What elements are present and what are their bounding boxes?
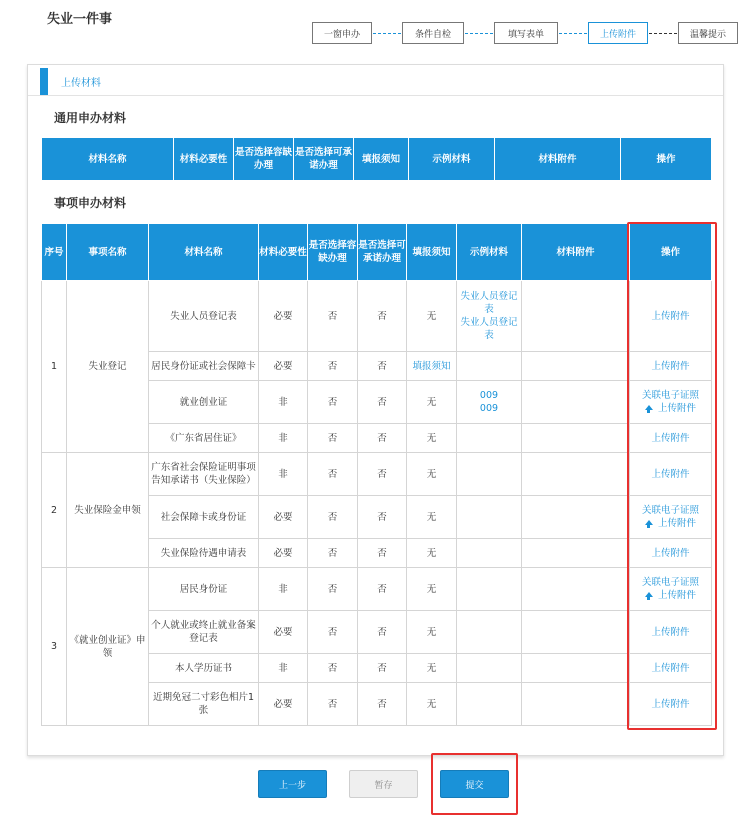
table-row xyxy=(42,568,712,611)
attachment-cell xyxy=(522,424,630,453)
notice-text: 无 xyxy=(426,432,437,444)
step-5: 温馨提示 xyxy=(678,22,738,44)
link-e-license-button[interactable] xyxy=(630,389,711,402)
prev-step-button[interactable]: 上一步 xyxy=(258,770,327,798)
step-2: 条件自检 xyxy=(402,22,464,44)
general-header-5: 示例材料 xyxy=(409,138,495,181)
material-name: 广东省社会保险证明事项告知承诺书（失业保险） xyxy=(149,453,259,496)
rongque-option: 否 xyxy=(308,683,358,726)
operation-cell xyxy=(630,352,712,381)
operation-label: 关联电子证照 xyxy=(641,390,699,401)
rongque-option: 否 xyxy=(308,352,358,381)
page-title: 失业一件事 xyxy=(47,12,113,27)
matter-number: 3 xyxy=(42,568,67,726)
operation-label: 上传附件 xyxy=(651,468,690,480)
operation-label: 上传附件 xyxy=(651,547,690,559)
operation-cell xyxy=(630,539,712,568)
sample-cell xyxy=(457,496,522,539)
chengnuo-option: 否 xyxy=(358,568,407,611)
matter-materials-table xyxy=(41,223,712,726)
upload-attachment-button[interactable] xyxy=(630,432,711,445)
matter-header-2: 材料名称 xyxy=(149,224,259,281)
sample-cell xyxy=(457,281,522,352)
operation-label: 上传附件 xyxy=(651,432,690,444)
matter-header-0: 序号 xyxy=(42,224,67,281)
notice-text: 无 xyxy=(426,396,437,408)
sample-material-link[interactable]: 009 xyxy=(479,390,499,401)
matter-name: 失业保险金申领 xyxy=(67,453,149,568)
material-necessity: 必要 xyxy=(259,352,308,381)
rongque-option: 否 xyxy=(308,654,358,683)
notice-cell xyxy=(407,453,457,496)
operation-cell xyxy=(630,453,712,496)
material-necessity: 必要 xyxy=(259,539,308,568)
upload-arrow-icon xyxy=(645,592,653,597)
material-necessity: 必要 xyxy=(259,683,308,726)
sample-cell xyxy=(457,352,522,381)
general-header-6: 材料附件 xyxy=(495,138,621,181)
upload-arrow-icon xyxy=(645,520,653,525)
notice-text: 无 xyxy=(426,583,437,595)
notice-text: 无 xyxy=(426,698,437,710)
operation-cell xyxy=(630,683,712,726)
matter-number: 2 xyxy=(42,453,67,568)
chengnuo-option: 否 xyxy=(358,683,407,726)
operation-label: 上传附件 xyxy=(651,626,690,638)
material-name: 社会保障卡或身份证 xyxy=(149,496,259,539)
upload-attachment-button[interactable] xyxy=(630,547,711,560)
material-necessity: 非 xyxy=(259,381,308,424)
attachment-cell xyxy=(522,281,630,352)
material-name: 居民身份证或社会保障卡 xyxy=(149,352,259,381)
general-header-1: 材料必要性 xyxy=(174,138,234,181)
operation-label: 上传附件 xyxy=(651,662,690,674)
material-name: 本人学历证书 xyxy=(149,654,259,683)
notice-link[interactable]: 填报须知 xyxy=(412,360,451,372)
chengnuo-option: 否 xyxy=(358,352,407,381)
chengnuo-option: 否 xyxy=(358,281,407,352)
upload-attachment-button[interactable] xyxy=(630,517,711,530)
material-name: 就业创业证 xyxy=(149,381,259,424)
matter-header-4: 是否选择容缺办理 xyxy=(308,224,358,281)
matter-name: 《就业创业证》申领 xyxy=(67,568,149,726)
upload-arrow-icon xyxy=(645,405,653,410)
matter-header-3: 材料必要性 xyxy=(259,224,308,281)
material-name: 个人就业或终止就业备案登记表 xyxy=(149,611,259,654)
operation-cell xyxy=(630,381,712,424)
operation-label: 上传附件 xyxy=(657,518,696,529)
upload-attachment-button[interactable] xyxy=(630,662,711,675)
material-necessity: 非 xyxy=(259,568,308,611)
attachment-cell xyxy=(522,496,630,539)
material-necessity: 非 xyxy=(259,424,308,453)
rongque-option: 否 xyxy=(308,568,358,611)
material-name: 近期免冠二寸彩色相片1张 xyxy=(149,683,259,726)
operation-label: 关联电子证照 xyxy=(641,505,699,516)
matter-header-9: 操作 xyxy=(630,224,712,281)
sample-material-link[interactable]: 失业人员登记表 xyxy=(460,317,518,341)
operation-cell xyxy=(630,496,712,539)
sample-material-link[interactable]: 009 xyxy=(479,403,499,414)
upload-materials-panel xyxy=(27,64,724,756)
notice-cell xyxy=(407,424,457,453)
matter-header-1: 事项名称 xyxy=(67,224,149,281)
notice-cell xyxy=(407,352,457,381)
sample-cell xyxy=(457,539,522,568)
notice-cell xyxy=(407,539,457,568)
material-necessity: 必要 xyxy=(259,281,308,352)
rongque-option: 否 xyxy=(308,611,358,654)
operation-cell xyxy=(630,654,712,683)
rongque-option: 否 xyxy=(308,453,358,496)
general-section-title: 通用申办材料 xyxy=(54,111,127,125)
operation-cell xyxy=(630,281,712,352)
material-name: 失业保险待遇申请表 xyxy=(149,539,259,568)
attachment-cell xyxy=(522,654,630,683)
attachment-cell xyxy=(522,683,630,726)
notice-text: 无 xyxy=(426,511,437,523)
chengnuo-option: 否 xyxy=(358,381,407,424)
notice-cell xyxy=(407,281,457,352)
upload-attachment-button[interactable] xyxy=(630,468,711,481)
material-necessity: 必要 xyxy=(259,611,308,654)
sample-cell xyxy=(457,381,522,424)
matter-header-8: 材料附件 xyxy=(522,224,630,281)
operation-label: 上传附件 xyxy=(651,360,690,372)
rongque-option: 否 xyxy=(308,281,358,352)
notice-cell xyxy=(407,611,457,654)
attachment-cell xyxy=(522,611,630,654)
material-name: 失业人员登记表 xyxy=(149,281,259,352)
chengnuo-option: 否 xyxy=(358,496,407,539)
upload-attachment-button[interactable] xyxy=(630,402,711,415)
upload-attachment-button[interactable] xyxy=(630,589,711,602)
save-draft-button[interactable]: 暂存 xyxy=(349,770,418,798)
table-row xyxy=(42,453,712,496)
notice-cell xyxy=(407,496,457,539)
sample-cell xyxy=(457,654,522,683)
matter-header-7: 示例材料 xyxy=(457,224,522,281)
step-3: 填写表单 xyxy=(494,22,558,44)
panel-header-accent xyxy=(40,68,48,95)
attachment-cell xyxy=(522,352,630,381)
panel-header xyxy=(28,65,723,96)
material-necessity: 非 xyxy=(259,453,308,496)
attachment-cell xyxy=(522,568,630,611)
matters-section-title: 事项申办材料 xyxy=(54,196,127,210)
sample-cell xyxy=(457,611,522,654)
matter-number: 1 xyxy=(42,281,67,453)
chengnuo-option: 否 xyxy=(358,539,407,568)
sample-cell xyxy=(457,424,522,453)
chengnuo-option: 否 xyxy=(358,424,407,453)
attachment-cell xyxy=(522,381,630,424)
submit-button[interactable]: 提交 xyxy=(440,770,509,798)
matter-header-6: 填报须知 xyxy=(407,224,457,281)
notice-cell xyxy=(407,568,457,611)
material-name: 《广东省居住证》 xyxy=(149,424,259,453)
sample-cell xyxy=(457,568,522,611)
notice-text: 无 xyxy=(426,626,437,638)
step-1: 一窗申办 xyxy=(312,22,372,44)
sample-cell xyxy=(457,683,522,726)
operation-label: 上传附件 xyxy=(657,590,696,601)
upload-attachment-button[interactable] xyxy=(630,698,711,711)
step-4-current: 上传附件 xyxy=(588,22,648,44)
upload-attachment-button[interactable] xyxy=(630,626,711,639)
general-header-0: 材料名称 xyxy=(42,138,174,181)
step-progress xyxy=(312,22,738,44)
chengnuo-option: 否 xyxy=(358,611,407,654)
matter-header-5: 是否选择可承诺办理 xyxy=(358,224,407,281)
chengnuo-option: 否 xyxy=(358,453,407,496)
rongque-option: 否 xyxy=(308,496,358,539)
table-row xyxy=(42,281,712,352)
upload-attachment-button[interactable] xyxy=(630,310,711,323)
rongque-option: 否 xyxy=(308,539,358,568)
operation-label: 上传附件 xyxy=(651,310,690,322)
general-header-3: 是否选择可承诺办理 xyxy=(294,138,354,181)
notice-text: 无 xyxy=(426,547,437,559)
operation-label: 上传附件 xyxy=(657,403,696,414)
notice-text: 无 xyxy=(426,662,437,674)
material-name: 居民身份证 xyxy=(149,568,259,611)
material-necessity: 非 xyxy=(259,654,308,683)
general-header-2: 是否选择容缺办理 xyxy=(234,138,294,181)
link-e-license-button[interactable] xyxy=(630,576,711,589)
notice-text: 无 xyxy=(426,310,437,322)
notice-cell xyxy=(407,654,457,683)
sample-material-link[interactable]: 失业人员登记表 xyxy=(460,291,518,315)
operation-label: 关联电子证照 xyxy=(641,577,699,588)
material-necessity: 必要 xyxy=(259,496,308,539)
general-materials-table xyxy=(41,137,712,181)
upload-attachment-button[interactable] xyxy=(630,360,711,373)
matter-name: 失业登记 xyxy=(67,281,149,453)
rongque-option: 否 xyxy=(308,424,358,453)
general-header-7: 操作 xyxy=(621,138,712,181)
attachment-cell xyxy=(522,539,630,568)
operation-cell xyxy=(630,568,712,611)
operation-label: 上传附件 xyxy=(651,698,690,710)
attachment-cell xyxy=(522,453,630,496)
notice-cell xyxy=(407,381,457,424)
rongque-option: 否 xyxy=(308,381,358,424)
operation-cell xyxy=(630,424,712,453)
operation-cell xyxy=(630,611,712,654)
link-e-license-button[interactable] xyxy=(630,504,711,517)
notice-text: 无 xyxy=(426,468,437,480)
panel-title: 上传材料 xyxy=(61,78,101,89)
notice-cell xyxy=(407,683,457,726)
sample-cell xyxy=(457,453,522,496)
general-header-4: 填报须知 xyxy=(354,138,409,181)
chengnuo-option: 否 xyxy=(358,654,407,683)
